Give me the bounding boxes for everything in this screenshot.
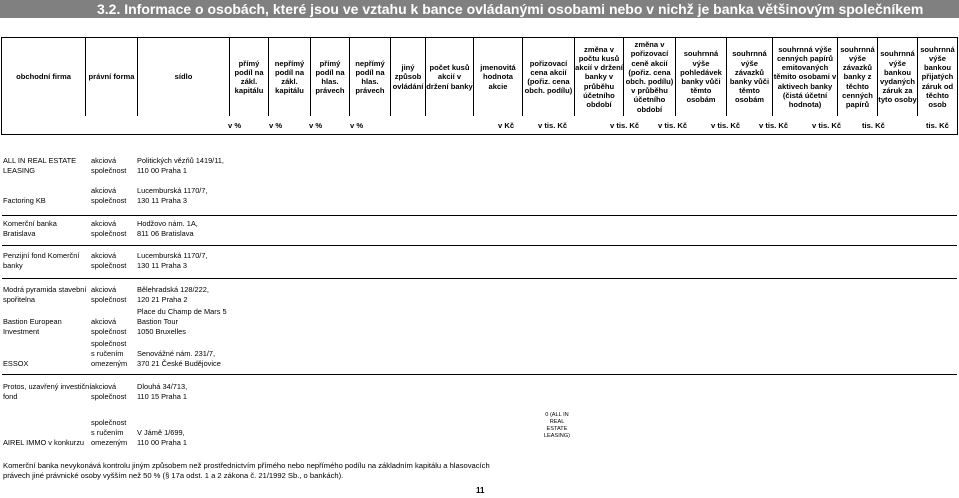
unit: v tis. Kč — [812, 121, 842, 130]
legal-form: společnost — [91, 196, 127, 205]
seat-address: Place du Champ de Mars 5 — [137, 307, 227, 316]
seat-address: Bastion Tour — [137, 317, 178, 326]
unit: v % — [350, 121, 364, 130]
footnote-line: právech jiné právnické osoby vyšším než 50 % (§ 17a odst. 1 a 2 zákona č. 21/1992 Sb., o bankách). — [3, 471, 344, 480]
seat-address: V Jámě 1/699, — [137, 428, 185, 437]
legal-form: akciová — [91, 251, 117, 260]
header-seat: sídlo — [137, 38, 229, 116]
section-title-bar — [0, 0, 959, 18]
legal-form: s ručením — [91, 349, 124, 358]
seat-address: 110 00 Praha 1 — [137, 438, 187, 447]
firm-name: AIREL IMMO v konkurzu — [3, 438, 85, 447]
header-acq-cost-change: změna v pořizovací ceně akcií (pořiz. cena obch. podílu) v průběhu účetního období — [623, 38, 675, 116]
row-separator — [2, 278, 957, 279]
seat-address: Bělehradská 128/222, — [137, 285, 209, 294]
header-securities-payables: souhrnná výše závazků banky z těchto cenných papírů — [837, 38, 877, 116]
legal-form: společnost — [91, 261, 127, 270]
firm-name: ESSOX — [3, 359, 29, 368]
header-share-count-change: změna v počtu kusů akcií v držení banky v průběhu účetního období — [574, 38, 623, 116]
header-firm: obchodní firma — [16, 72, 71, 82]
legal-form: akciová — [91, 317, 117, 326]
value-cell: 0 (ALL IN REAL ESTATE LEASING) — [543, 412, 571, 439]
row-separator — [2, 215, 957, 216]
seat-address: 130 11 Praha 3 — [137, 261, 187, 270]
header-share-count: počet kusů akcií v držení banky — [425, 38, 473, 116]
firm-name: Komerční banka — [3, 219, 57, 228]
firm-name: Protos, uzavřený investiční — [3, 382, 92, 391]
firm-name: Factoring KB — [3, 196, 46, 205]
header-securities: souhrnná výše cenných papírů emitovaných těmito osobami v aktivech banky (čistá účetní hodnota) — [772, 38, 837, 116]
header-payables: souhrnná výše závazků banky vůči těmto osobám — [726, 38, 772, 116]
legal-form: společnost — [91, 166, 127, 175]
legal-form: akciová — [91, 156, 117, 165]
header-received-guarantees: souhrnná výše bankou přijatých záruk od těchto osob — [917, 38, 957, 116]
legal-form: společnost — [91, 392, 127, 401]
unit: v tis. Kč — [538, 121, 568, 130]
unit: v tis. Kč — [610, 121, 640, 130]
header-direct-vote: přímý podíl na hlas. právech — [310, 38, 349, 116]
seat-address: 1050 Bruxelles — [137, 327, 186, 336]
firm-name: Investment — [3, 327, 40, 336]
seat-address: 370 21 České Budějovice — [137, 359, 221, 368]
firm-name: ALL IN REAL ESTATE — [3, 156, 77, 165]
seat-address: Senovážné nám. 231/7, — [137, 349, 216, 358]
legal-form: společnost — [91, 339, 127, 348]
header-other-control: jiný způsob ovládání — [390, 38, 425, 116]
seat-address: 811 06 Bratislava — [137, 229, 194, 238]
unit: v % — [228, 121, 242, 130]
legal-form: akciová — [91, 219, 117, 228]
firm-name: fond — [3, 392, 18, 401]
legal-form: společnost — [91, 327, 127, 336]
legal-form: akciová — [91, 382, 117, 391]
header-indirect-vote: nepřímý podíl na hlas. právech — [349, 38, 390, 116]
unit: tis. Kč — [926, 121, 949, 130]
legal-form: společnost — [91, 418, 127, 427]
firm-name: banky — [3, 261, 23, 270]
legal-form: akciová — [91, 186, 117, 195]
header-acq-cost: pořizovací cena akcií (pořiz. cena obch. podílu) — [522, 38, 574, 116]
section-title: 3.2. Informace o osobách, které jsou ve vztahu k bance ovládanými osobami nebo v nichž je banka většinovým společníkem — [97, 1, 924, 17]
legal-form: s ručením — [91, 428, 124, 437]
legal-form: akciová — [91, 285, 117, 294]
seat-address: 110 00 Praha 1 — [137, 166, 187, 175]
header-receivables: souhrnná výše pohledávek banky vůči těmto osobám — [675, 38, 726, 116]
firm-name: Bastion European — [3, 317, 62, 326]
legal-form: společnost — [91, 295, 127, 304]
header-direct-share: přímý podíl na zákl. kapitálu — [229, 38, 268, 116]
firm-name: LEASING — [3, 166, 36, 175]
unit: v tis. Kč — [711, 121, 741, 130]
seat-address: Hodžovo nám. 1A, — [137, 219, 198, 228]
seat-address: Politických vězňů 1419/11, — [137, 156, 224, 165]
legal-form: společnost — [91, 229, 127, 238]
header-issued-guarantees: souhrnná výše bankou vydaných záruk za tyto osoby — [877, 38, 917, 116]
row-separator — [2, 245, 957, 246]
page-number: 11 — [476, 486, 485, 495]
seat-address: 130 11 Praha 3 — [137, 196, 187, 205]
row-separator — [2, 374, 957, 375]
firm-name: Modrá pyramida stavební — [3, 285, 87, 294]
firm-name: spořitelna — [3, 295, 36, 304]
legal-form: omezeným — [91, 359, 128, 368]
unit: v tis. Kč — [658, 121, 688, 130]
unit: tis. Kč — [862, 121, 885, 130]
unit: v % — [269, 121, 283, 130]
seat-address: Lucemburská 1170/7, — [137, 251, 208, 260]
seat-address: 110 15 Praha 1 — [137, 392, 187, 401]
legal-form: omezeným — [91, 438, 128, 447]
seat-address: Lucemburská 1170/7, — [137, 186, 208, 195]
seat-address: 120 21 Praha 2 — [137, 295, 188, 304]
seat-address: Dlouhá 34/713, — [137, 382, 188, 391]
header-indirect-share: nepřímý podíl na zákl. kapitálu — [268, 38, 310, 116]
footnote-line: Komerční banka nevykonává kontrolu jiným způsobem než prostřednictvím přímého nebo nepřímého podílu na základním kapitálu a hlasovacích — [3, 461, 490, 470]
unit: v tis. Kč — [759, 121, 789, 130]
firm-name: Bratislava — [3, 229, 36, 238]
unit: v % — [309, 121, 323, 130]
unit: v Kč — [498, 121, 515, 130]
header-nominal-value: jmenovitá hodnota akcie — [473, 38, 522, 116]
firm-name: Penzijní fond Komerční — [3, 251, 80, 260]
header-form: právní forma — [85, 38, 137, 116]
